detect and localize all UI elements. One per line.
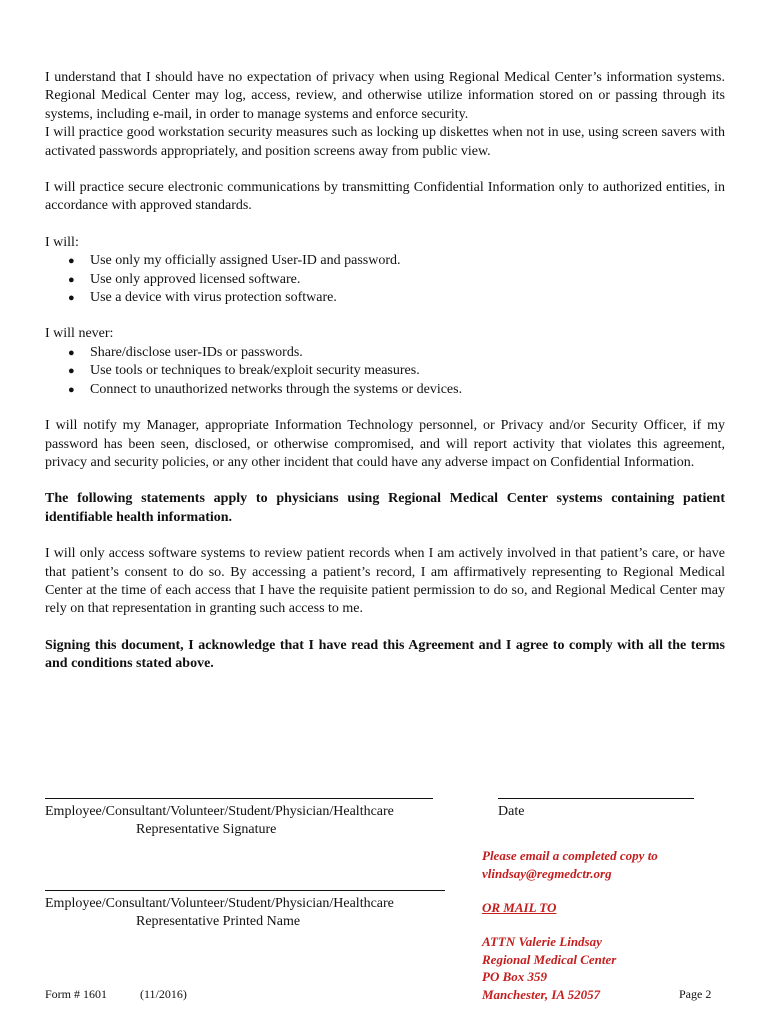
date-line[interactable] [498, 798, 694, 799]
will-heading: I will: [45, 234, 79, 250]
date-label: Date [498, 804, 525, 819]
signature-line[interactable] [45, 798, 433, 799]
page-number: Page 2 [679, 987, 712, 1001]
mail-to-heading: OR MAIL TO [482, 900, 557, 915]
will-list [45, 252, 725, 307]
list-item: ● Use a device with virus protection software. [45, 289, 725, 307]
email-instructions: Please email a completed copy to vlindsay@regmedctr.org [482, 848, 658, 881]
list-item: ● Use tools or techniques to break/exploit security measures. [45, 362, 725, 380]
list-item: ● Share/disclose user-IDs or passwords. [45, 344, 725, 362]
mailing-address: ATTN Valerie Lindsay Regional Medical Center PO Box 359 Manchester, IA 52057 [482, 934, 617, 1002]
acknowledge-statement: Signing this document, I acknowledge that I have read this Agreement and I agree to comply with all the terms and conditions stated above. [45, 637, 725, 672]
form-number: Form # 1601 [45, 987, 108, 1001]
physician-heading: The following statements apply to physicians using Regional Medical Center systems containing patient identifiable health information. [45, 491, 725, 525]
never-list [45, 344, 725, 399]
printed-name-line[interactable] [45, 890, 445, 891]
workstation-paragraph: I will practice good workstation security measures such as locking up diskettes when not in use, using screen savers with activated passwords appropriately, and position screens away from public view. [45, 125, 725, 159]
printed-name-label: Employee/Consultant/Volunteer/Student/Physician/Healthcare Representative Printed Name [45, 896, 394, 930]
list-item: ● Connect to unauthorized networks through the systems or devices. [45, 381, 725, 399]
communications-paragraph: I will practice secure electronic communications by transmitting Confidential Information only to authorized entities, in accordance with approved standards. [45, 180, 725, 214]
signature-label: Employee/Consultant/Volunteer/Student/Physician/Healthcare Representative Signature [45, 804, 394, 838]
notify-paragraph: I will notify my Manager, appropriate Information Technology personnel, or Privacy and/or Security Officer, if my password has been seen, disclosed, or otherwise compromised, and will report activity that violates this agreement, privacy and security policies, or any other incident that could have any adverse impact on Confidential Information. [45, 418, 725, 470]
physician-paragraph: I will only access software systems to review patient records when I am actively involved in that patient’s care, or have that patient’s consent to do so. By accessing a patient’s record, I am affirmatively representing to Regional Medical Center at the time of each access that I have the requisite patient permission to do so, and Regional Medical Center may rely on that representation in granting such access to me. [45, 546, 725, 617]
list-item: ● Use only my officially assigned User-ID and password. [45, 252, 725, 270]
document-body [45, 69, 725, 674]
never-heading: I will never: [45, 326, 114, 342]
email-link[interactable]: vlindsay@regmedctr.org [482, 865, 612, 881]
form-revision: (11/2016) [140, 987, 187, 1001]
privacy-paragraph: I understand that I should have no expectation of privacy when using Regional Medical Center’s information systems. Regional Medical Center may log, access, review, and otherwise utilize information stored on or passing through its systems, including e-mail, in order to manage systems and enforce security. [45, 70, 725, 122]
list-item: ● Use only approved licensed software. [45, 271, 725, 289]
